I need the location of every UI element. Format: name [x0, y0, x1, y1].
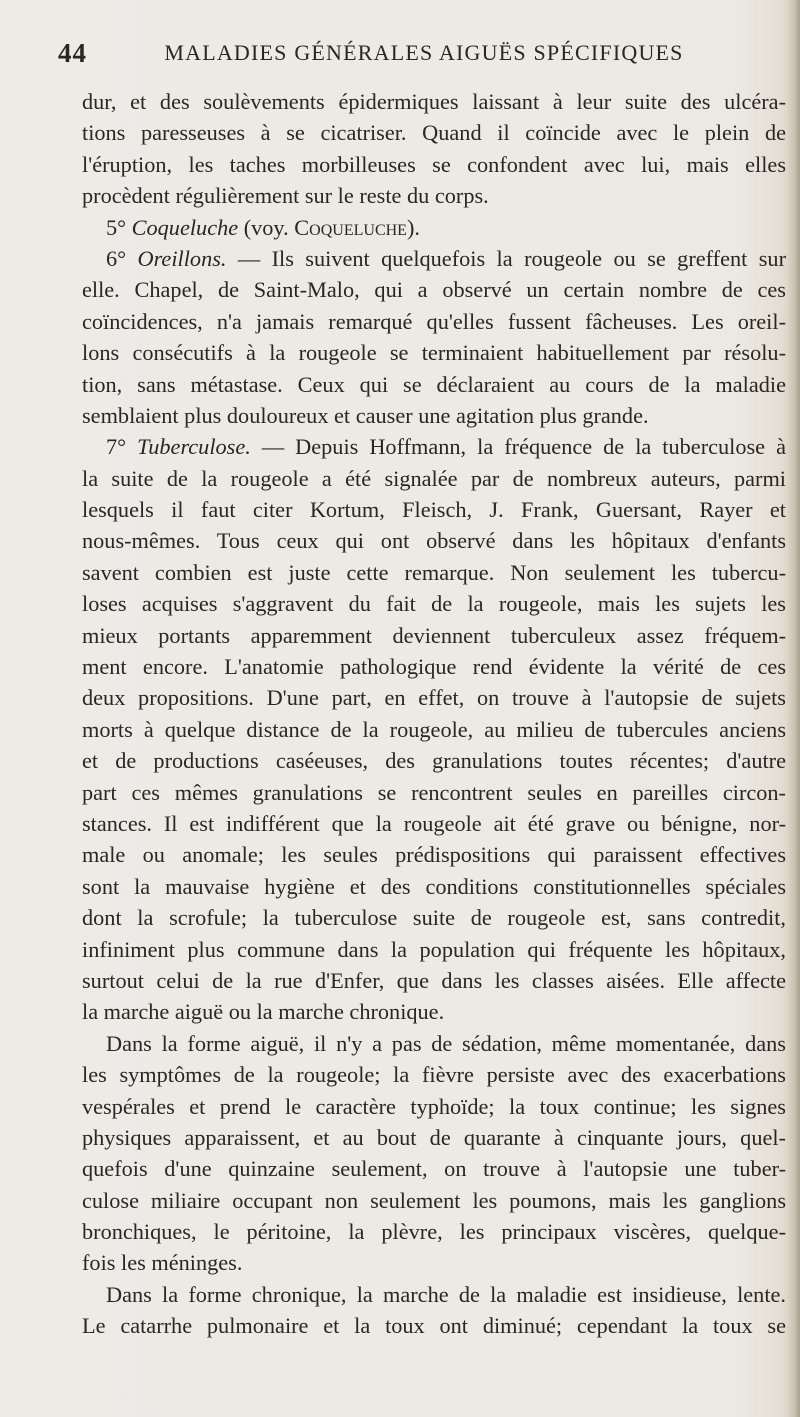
text-line: sont la mauvaise hygiène et des conditions constitutionnelles spéciales: [82, 873, 786, 899]
page-number: 44: [58, 38, 87, 68]
text-line: male ou anomale; les seules prédispositions qui paraissent effectives: [82, 842, 786, 868]
text-line: fois les méninges.: [82, 1250, 243, 1276]
text-line: 7° Tuberculose. — Depuis Hoffmann, la fréquence de la tuberculose à: [106, 434, 786, 460]
text-line: part ces mêmes granulations se rencontrent seules en pareilles circon-: [82, 779, 786, 805]
running-head: MALADIES GÉNÉRALES AIGUËS SPÉCIFIQUES: [164, 40, 684, 65]
text-line: morts à quelque distance de la rougeole, au milieu de tubercules anciens: [82, 716, 786, 742]
text-line: loses acquises s'aggravent du fait de la rougeole, mais les sujets les: [82, 591, 786, 617]
text-line: Le catarrhe pulmonaire et la toux ont diminué; cependant la toux se: [82, 1313, 786, 1339]
text-line: 6° Oreillons. — Ils suivent quelquefois la rougeole ou se greffent sur: [106, 245, 786, 271]
text-line: deux propositions. D'une part, en effet, on trouve à l'autopsie de sujets: [82, 685, 786, 711]
text-line: la marche aiguë ou la marche chronique.: [82, 999, 445, 1025]
text-line: les symptômes de la rougeole; la fièvre persiste avec des exacerbations: [82, 1062, 786, 1088]
text-line: mieux portants apparemment deviennent tuberculeux assez fréquem-: [82, 622, 786, 648]
page-header: [58, 38, 782, 72]
text-line: lons consécutifs à la rougeole se terminaient habituellement par résolu-: [82, 340, 786, 366]
text-line: procèdent régulièrement sur le reste du corps.: [82, 183, 489, 209]
text-line: dont la scrofule; la tuberculose suite de rougeole est, sans contredit,: [82, 905, 786, 931]
text-line: savent combien est juste cette remarque. Non seulement les tubercu-: [82, 559, 786, 585]
text-line: la suite de la rougeole a été signalée par de nombreux auteurs, parmi: [82, 465, 786, 491]
text-line: bronchiques, le péritoine, la plèvre, les principaux viscères, quelque-: [82, 1219, 786, 1245]
body-text: [82, 86, 786, 1342]
text-line: stances. Il est indifférent que la rougeole ait été grave ou bénigne, nor-: [82, 810, 786, 836]
text-line: nous-mêmes. Tous ceux qui ont observé dans les hôpitaux d'enfants: [82, 528, 786, 554]
text-line: l'éruption, les taches morbilleuses se confondent avec lui, mais elles: [82, 151, 786, 177]
text-line: vespérales et prend le caractère typhoïde; la toux continue; les signes: [82, 1093, 786, 1119]
text-line: surtout celui de la rue d'Enfer, que dans les classes aisées. Elle affecte: [82, 967, 786, 993]
text-line: ment encore. L'anatomie pathologique rend évidente la vérité de ces: [82, 654, 786, 680]
text-line: et de productions caséeuses, des granulations toutes récentes; d'autre: [82, 748, 786, 774]
text-line: semblaient plus douloureux et causer une agitation plus grande.: [82, 402, 649, 428]
text-line: Dans la forme chronique, la marche de la maladie est insidieuse, lente.: [106, 1281, 786, 1307]
text-line: lesquels il faut citer Kortum, Fleisch, J. Frank, Guersant, Rayer et: [82, 497, 786, 523]
italic-term: Coqueluche: [131, 214, 239, 240]
text-line: tions paresseuses à se cicatriser. Quand il coïncide avec le plein de: [82, 120, 786, 146]
text-line: dur, et des soulèvements épidermiques laissant à leur suite des ulcéra-: [82, 89, 786, 114]
text-line: coïncidences, n'a jamais remarqué qu'elles fussent fâcheuses. Les oreil-: [82, 308, 786, 334]
italic-term: Tuberculose.: [137, 434, 251, 460]
text-line: 5° Coqueluche (voy. Coqueluche).: [106, 214, 420, 240]
italic-term: Oreillons.: [137, 245, 227, 271]
small-caps-term: oqueluche: [309, 214, 407, 240]
text-line: infiniment plus commune dans la population qui fréquente les hôpitaux,: [82, 936, 786, 962]
text-line: Dans la forme aiguë, il n'y a pas de sédation, même momentanée, dans: [106, 1030, 786, 1056]
page-edge-shadow: [786, 0, 800, 1417]
text-line: culose miliaire occupant non seulement les poumons, mais les ganglions: [82, 1187, 786, 1213]
text-line: tion, sans métastase. Ceux qui se déclaraient au cours de la maladie: [82, 371, 786, 397]
text-line: elle. Chapel, de Saint-Malo, qui a observé un certain nombre de ces: [82, 277, 786, 303]
text-line: quefois d'une quinzaine seulement, on trouve à l'autopsie une tuber-: [82, 1156, 786, 1182]
text-line: physiques apparaissent, et au bout de quarante à cinquante jours, quel-: [82, 1124, 786, 1150]
